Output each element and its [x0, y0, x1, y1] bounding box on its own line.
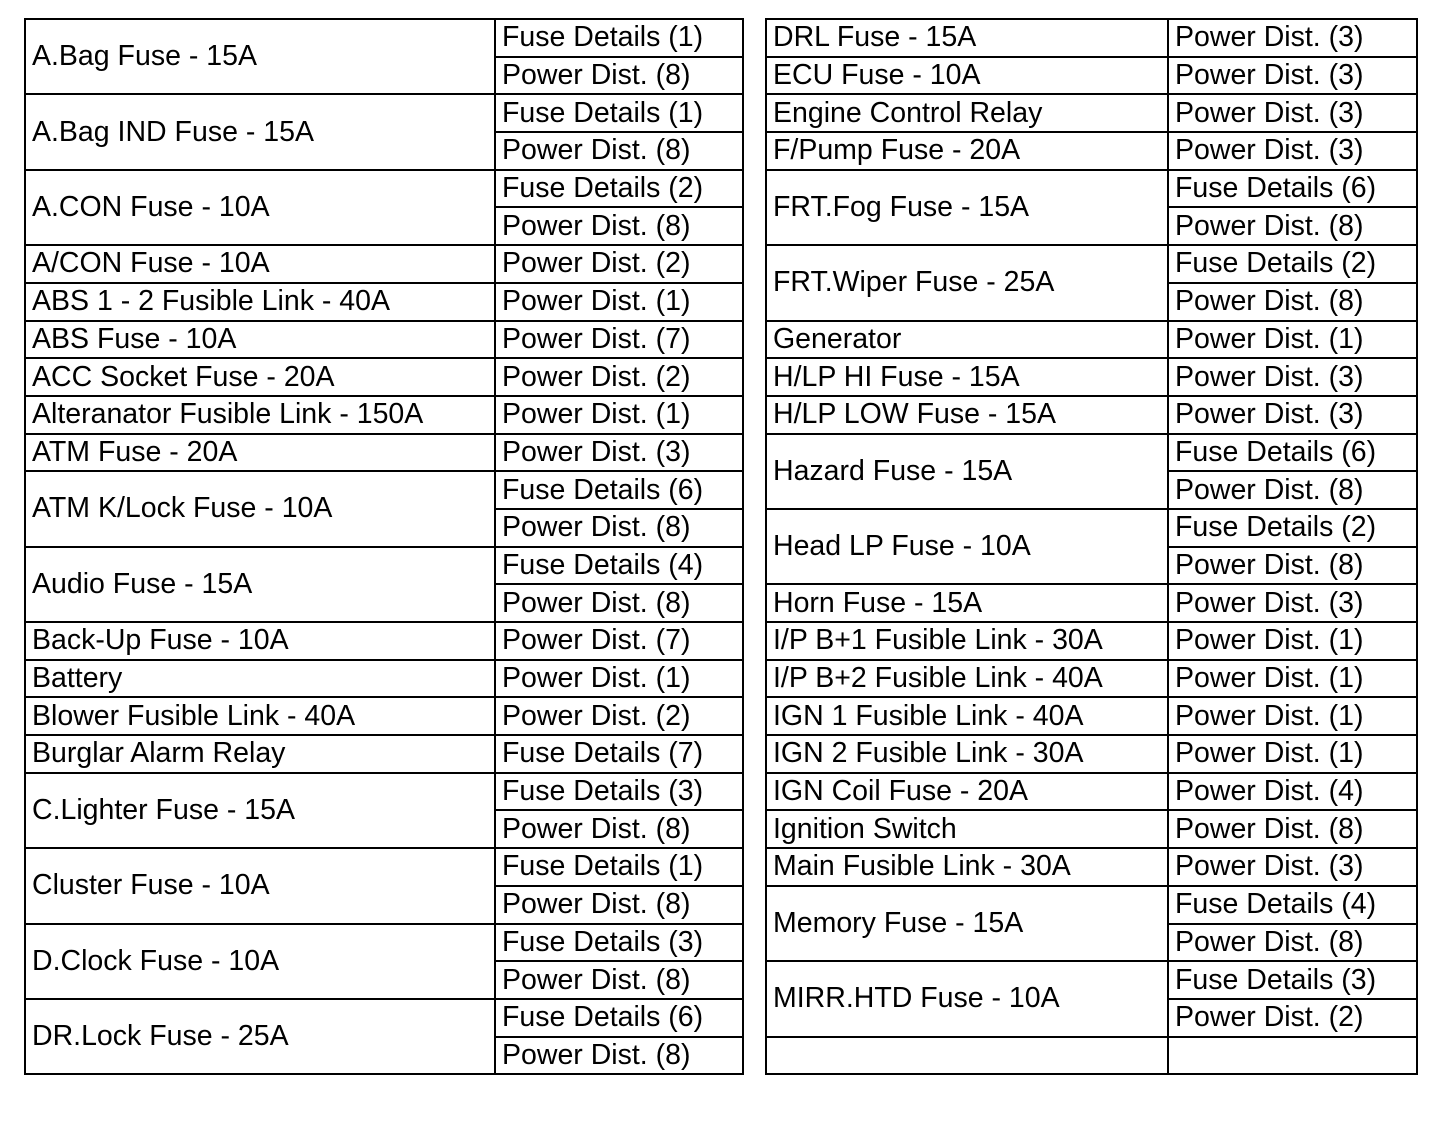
component-name: Blower Fusible Link - 40A [25, 697, 495, 735]
diagram-reference: Power Dist. (1) [495, 660, 743, 698]
diagram-reference: Power Dist. (3) [1168, 584, 1417, 622]
component-name: Horn Fuse - 15A [766, 584, 1168, 622]
table-row [766, 810, 1417, 848]
diagram-reference: Fuse Details (2) [1168, 245, 1417, 283]
diagram-reference: Power Dist. (8) [495, 1037, 743, 1075]
component-name: ATM Fuse - 20A [25, 434, 495, 472]
diagram-reference: Fuse Details (6) [495, 471, 743, 509]
table-row [766, 961, 1417, 999]
diagram-reference: Power Dist. (3) [1168, 848, 1417, 886]
diagram-reference: Power Dist. (7) [495, 622, 743, 660]
table-row [766, 19, 1417, 57]
table-row [766, 622, 1417, 660]
component-name: MIRR.HTD Fuse - 10A [766, 961, 1168, 1036]
component-name: DR.Lock Fuse - 25A [25, 999, 495, 1074]
diagram-reference: Fuse Details (4) [1168, 886, 1417, 924]
table-row [25, 396, 743, 434]
diagram-reference: Power Dist. (8) [495, 961, 743, 999]
table-row [766, 886, 1417, 924]
component-name: ECU Fuse - 10A [766, 57, 1168, 95]
component-name: IGN 2 Fusible Link - 30A [766, 735, 1168, 773]
diagram-reference: Fuse Details (3) [1168, 961, 1417, 999]
diagram-reference: Power Dist. (2) [495, 358, 743, 396]
table-row [766, 773, 1417, 811]
diagram-reference: Power Dist. (1) [1168, 321, 1417, 359]
table-row [25, 924, 743, 962]
diagram-reference: Fuse Details (6) [1168, 170, 1417, 208]
diagram-reference: Power Dist. (2) [495, 697, 743, 735]
component-name: F/Pump Fuse - 20A [766, 132, 1168, 170]
component-name: FRT.Wiper Fuse - 25A [766, 245, 1168, 320]
component-name: DRL Fuse - 15A [766, 19, 1168, 57]
diagram-reference: Power Dist. (8) [1168, 924, 1417, 962]
diagram-reference: Power Dist. (8) [495, 886, 743, 924]
diagram-reference: Power Dist. (8) [1168, 810, 1417, 848]
component-name: A/CON Fuse - 10A [25, 245, 495, 283]
table-row [766, 170, 1417, 208]
diagram-reference: Power Dist. (1) [495, 396, 743, 434]
component-name: IGN 1 Fusible Link - 40A [766, 697, 1168, 735]
component-name: A.Bag IND Fuse - 15A [25, 94, 495, 169]
diagram-reference: Fuse Details (4) [495, 547, 743, 585]
table-row [25, 245, 743, 283]
table-row [25, 660, 743, 698]
table-row [766, 94, 1417, 132]
diagram-reference: Power Dist. (8) [495, 132, 743, 170]
component-name: Battery [25, 660, 495, 698]
table-row [25, 19, 743, 57]
component-name: ATM K/Lock Fuse - 10A [25, 471, 495, 546]
component-name: ABS 1 - 2 Fusible Link - 40A [25, 283, 495, 321]
table-row [766, 697, 1417, 735]
table-row [766, 660, 1417, 698]
diagram-reference: Power Dist. (8) [495, 509, 743, 547]
table-row [766, 434, 1417, 472]
component-name: C.Lighter Fuse - 15A [25, 773, 495, 848]
diagram-reference: Power Dist. (8) [495, 57, 743, 95]
table-row [25, 170, 743, 208]
component-name: ABS Fuse - 10A [25, 321, 495, 359]
diagram-reference: Power Dist. (3) [1168, 132, 1417, 170]
component-name: Ignition Switch [766, 810, 1168, 848]
empty-cell [1168, 1037, 1417, 1075]
diagram-reference: Power Dist. (1) [1168, 622, 1417, 660]
component-name: IGN Coil Fuse - 20A [766, 773, 1168, 811]
diagram-reference: Power Dist. (8) [495, 810, 743, 848]
component-name: Back-Up Fuse - 10A [25, 622, 495, 660]
table-row [25, 773, 743, 811]
table-row [25, 283, 743, 321]
component-name: Main Fusible Link - 30A [766, 848, 1168, 886]
component-name: A.Bag Fuse - 15A [25, 19, 495, 94]
component-name: A.CON Fuse - 10A [25, 170, 495, 245]
table-row [25, 735, 743, 773]
diagram-reference: Power Dist. (1) [495, 283, 743, 321]
diagram-reference: Fuse Details (1) [495, 94, 743, 132]
diagram-reference: Power Dist. (3) [1168, 94, 1417, 132]
table-row [766, 321, 1417, 359]
table-row [25, 848, 743, 886]
table-row [25, 94, 743, 132]
diagram-reference: Power Dist. (7) [495, 321, 743, 359]
component-name: H/LP LOW Fuse - 15A [766, 396, 1168, 434]
diagram-reference: Power Dist. (2) [495, 245, 743, 283]
table-row [766, 735, 1417, 773]
component-name: Cluster Fuse - 10A [25, 848, 495, 923]
table-row [25, 434, 743, 472]
table-row [766, 358, 1417, 396]
diagram-reference: Fuse Details (1) [495, 19, 743, 57]
fuse-table-left [24, 18, 744, 1075]
diagram-reference: Power Dist. (4) [1168, 773, 1417, 811]
diagram-reference: Fuse Details (3) [495, 924, 743, 962]
table-row [25, 321, 743, 359]
component-name: Generator [766, 321, 1168, 359]
diagram-reference: Power Dist. (3) [1168, 396, 1417, 434]
component-name: I/P B+2 Fusible Link - 40A [766, 660, 1168, 698]
table-row [25, 622, 743, 660]
diagram-reference: Power Dist. (8) [1168, 547, 1417, 585]
empty-row [766, 1037, 1417, 1075]
component-name: Hazard Fuse - 15A [766, 434, 1168, 509]
component-name: Memory Fuse - 15A [766, 886, 1168, 961]
component-name: Engine Control Relay [766, 94, 1168, 132]
component-name: Head LP Fuse - 10A [766, 509, 1168, 584]
diagram-reference: Power Dist. (1) [1168, 735, 1417, 773]
diagram-reference: Power Dist. (3) [1168, 358, 1417, 396]
diagram-reference: Fuse Details (6) [1168, 434, 1417, 472]
diagram-reference: Power Dist. (2) [1168, 999, 1417, 1037]
diagram-reference: Fuse Details (2) [1168, 509, 1417, 547]
component-name: ACC Socket Fuse - 20A [25, 358, 495, 396]
diagram-reference: Power Dist. (8) [495, 207, 743, 245]
component-name: Burglar Alarm Relay [25, 735, 495, 773]
table-row [766, 132, 1417, 170]
component-name: FRT.Fog Fuse - 15A [766, 170, 1168, 245]
diagram-reference: Power Dist. (8) [1168, 207, 1417, 245]
diagram-reference: Power Dist. (1) [1168, 697, 1417, 735]
diagram-reference: Power Dist. (1) [1168, 660, 1417, 698]
table-row [25, 471, 743, 509]
component-name: Audio Fuse - 15A [25, 547, 495, 622]
diagram-reference: Fuse Details (7) [495, 735, 743, 773]
table-row [766, 245, 1417, 283]
table-row [766, 848, 1417, 886]
diagram-reference: Power Dist. (8) [1168, 283, 1417, 321]
diagram-reference: Fuse Details (2) [495, 170, 743, 208]
component-name: D.Clock Fuse - 10A [25, 924, 495, 999]
fuse-table-left-body [25, 19, 743, 1074]
table-row [25, 999, 743, 1037]
fuse-table-right-body [766, 19, 1417, 1074]
diagram-reference: Power Dist. (8) [495, 584, 743, 622]
table-row [766, 57, 1417, 95]
empty-cell [766, 1037, 1168, 1075]
diagram-reference: Fuse Details (6) [495, 999, 743, 1037]
fuse-table-right [765, 18, 1418, 1075]
table-row [766, 584, 1417, 622]
table-row [766, 509, 1417, 547]
diagram-reference: Power Dist. (3) [495, 434, 743, 472]
diagram-reference: Fuse Details (3) [495, 773, 743, 811]
component-name: Alteranator Fusible Link - 150A [25, 396, 495, 434]
component-name: I/P B+1 Fusible Link - 30A [766, 622, 1168, 660]
diagram-reference: Power Dist. (3) [1168, 19, 1417, 57]
diagram-reference: Power Dist. (3) [1168, 57, 1417, 95]
table-row [25, 547, 743, 585]
diagram-reference: Fuse Details (1) [495, 848, 743, 886]
table-row [25, 358, 743, 396]
table-row [766, 396, 1417, 434]
component-name: H/LP HI Fuse - 15A [766, 358, 1168, 396]
table-row [25, 697, 743, 735]
diagram-reference: Power Dist. (8) [1168, 471, 1417, 509]
